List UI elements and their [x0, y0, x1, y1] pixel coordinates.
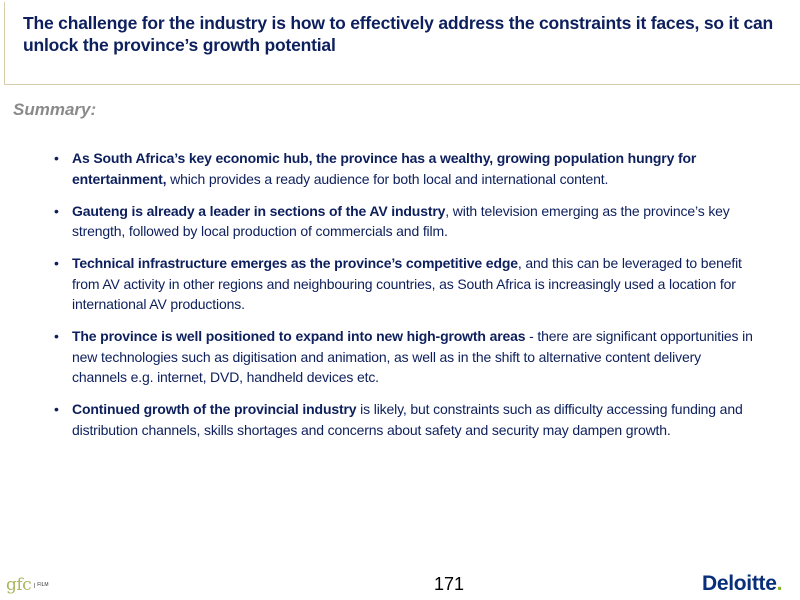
bullet-text: which provides a ready audience for both local and international content. — [166, 170, 609, 187]
deloitte-logo-text: Deloitte — [702, 572, 777, 595]
gfc-logo-sub: FILM — [34, 583, 48, 588]
page-number: 171 — [434, 574, 465, 594]
bullet-dot-icon: • — [54, 255, 59, 271]
bullet-dot-icon: • — [54, 328, 59, 344]
bullet-bold-text: Technical infrastructure emerges as the province’s competitive edge — [72, 255, 518, 271]
summary-heading: Summary: — [13, 100, 97, 119]
bullet-item — [54, 201, 754, 242]
gfc-logo-text: gfc — [6, 575, 32, 595]
bullet-item — [54, 148, 754, 189]
bullet-text: is likely, but constraints such as difficulty accessing funding and distribution channels, skills shortages and concerns about safety and security may dampen growth. — [72, 401, 743, 438]
title-box — [4, 2, 796, 85]
bullet-text: - there are significant opportunities in new technologies such as digitisation and animation, as well as in the shift to alternative content delivery channels e.g. internet, DVD, handheld devices etc. — [72, 328, 753, 385]
bullet-text: , with television emerging as the province’s key strength, followed by local production of commercials and film. — [72, 202, 730, 239]
bullet-item — [54, 399, 754, 440]
slide-title: The challenge for the industry is how to effectively address the constraints it faces, so it can unlock the province’s growth potential — [23, 13, 774, 55]
bullet-bold-text: The province is well positioned to expand into new high-growth areas — [72, 328, 526, 344]
bullet-dot-icon: • — [54, 150, 59, 166]
bullet-bold-text: Gauteng is already a leader in sections of the AV industry — [72, 202, 446, 219]
bullet-dot-icon: • — [54, 401, 59, 417]
deloitte-logo-dot: . — [776, 572, 783, 595]
bullet-text: , and this can be leveraged to benefit from AV activity in other regions and neighbouring countries, as South Africa is increasingly used a location for international AV productions. — [72, 255, 742, 312]
bullet-bold-text: As South Africa’s key economic hub, the province has a wealthy, growing population hungry for entertainment, — [72, 150, 697, 187]
bullet-item — [54, 253, 754, 315]
bullet-bold-text: Continued growth of the provincial industry — [72, 401, 357, 417]
summary-bullet-list — [54, 148, 754, 452]
deloitte-logo — [702, 572, 782, 596]
gfc-logo — [6, 575, 49, 595]
bullet-item — [54, 326, 754, 388]
bullet-dot-icon: • — [54, 202, 59, 219]
